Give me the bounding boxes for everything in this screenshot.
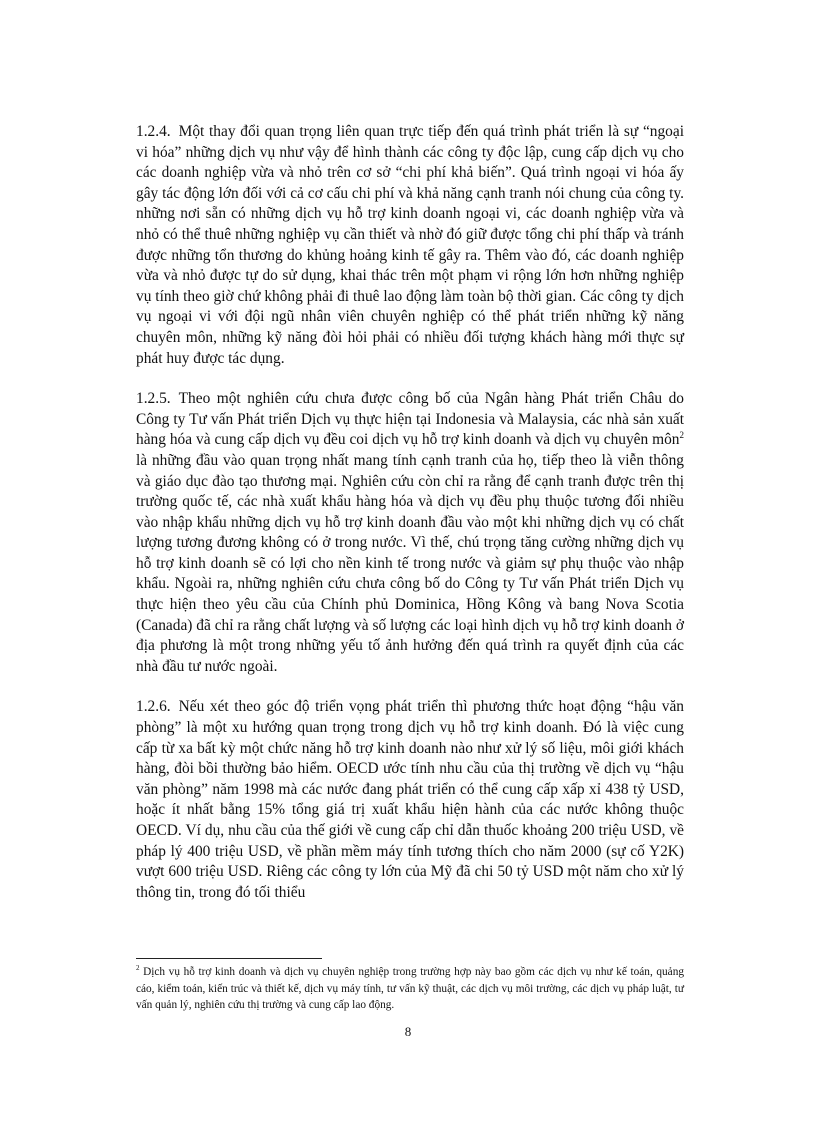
- footnote-divider: [136, 958, 322, 959]
- paragraph-1-2-6: [136, 697, 684, 903]
- footnote: [136, 964, 684, 1014]
- paragraph-text-after-ref: là những đầu vào quan trọng nhất mang tính cạnh tranh của họ, tiếp theo là viễn thông và giáo dục đào tạo thương mại. Nghiên cứu còn chỉ ra rằng để cạnh tranh được trên thị trường quốc tế, các nhà xuất khẩu hàng hóa và dịch vụ đều phụ thuộc tương đối nhiều vào nhập khẩu những dịch vụ hỗ trợ kinh doanh đầu vào một khi những dịch vụ có chất lượng tương đương không có ở trong nước. Vì thế, chú trọng tăng cường những dịch vụ hỗ trợ kinh doanh sẽ có lợi cho nền kinh tế trong nước và giảm sự phụ thuộc vào nhập khẩu. Ngoài ra, những nghiên cứu chưa công bố do Công ty Tư vấn Phát triển Dịch vụ thực hiện theo yêu cầu của Chính phủ Dominica, Hồng Kông và bang Nova Scotia (Canada) đã chỉ ra rằng chất lượng và số lượng các loại hình dịch vụ hỗ trợ kinh doanh ở địa phương là một trong những yếu tố ảnh hưởng đến quá trình ra quyết định của các nhà đầu tư nước ngoài.: [136, 451, 684, 675]
- paragraph-text-before-ref: Theo một nghiên cứu chưa được công bố của Ngân hàng Phát triển Châu do Công ty Tư vấn Phát triển Dịch vụ thực hiện tại Indonesia và Malaysia, các nhà sản xuất hàng hóa và cung cấp dịch vụ đều coi dịch vụ hỗ trợ kinh doanh và dịch vụ chuyên môn: [136, 390, 684, 449]
- section-number: 1.2.4.: [136, 123, 171, 140]
- paragraph-1-2-4: [136, 122, 684, 369]
- footnote-marker: 2: [136, 964, 140, 973]
- document-body: [136, 122, 684, 923]
- paragraph-1-2-5: [136, 389, 684, 677]
- page-number: 8: [404, 1024, 412, 1039]
- paragraph-text: Một thay đổi quan trọng liên quan trực tiếp đến quá trình phát triển là sự “ngoại vi hóa” những dịch vụ như vậy để hình thành các công ty độc lập, cung cấp dịch vụ cho các doanh nghiệp vừa và nhỏ trên cơ sở “chi phí khả biến”. Quá trình ngoại vi hóa ấy gây tác động lớn đối với cả cơ cấu chi phí và khả năng cạnh tranh nói chung của công ty. những nơi sẵn có những dịch vụ hỗ trợ kinh doanh ngoại vi, các doanh nghiệp vừa và nhỏ có thể thuê những nghiệp vụ cần thiết và nhờ đó giữ được tổng chi phí thấp và tránh được những tổn thương do khủng hoảng kinh tế gây ra. Thêm vào đó, các doanh nghiệp vừa và nhỏ được tự do sử dụng, khai thác trên một phạm vi rộng lớn hơn những nghiệp vụ tính theo giờ chứ không phải đi thuê lao động làm toàn bộ thời gian. Các công ty dịch vụ ngoại vi với đội ngũ nhân viên chuyên nghiệp có thể phát triển những kỹ năng chuyên môn, những kỹ năng đòi hỏi phải có nhiều đối tượng khách hàng mới thực sự phát huy được tác dụng.: [136, 123, 684, 367]
- footnote-reference[interactable]: 2: [679, 430, 684, 441]
- section-number: 1.2.6.: [136, 698, 171, 716]
- section-number: 1.2.5.: [136, 390, 171, 408]
- paragraph-text: Nếu xét theo góc độ triển vọng phát triển thì phương thức hoạt động “hậu văn phòng” là một xu hướng quan trọng trong dịch vụ hỗ trợ kinh doanh. Đó là việc cung cấp từ xa bất kỳ một chức năng hỗ trợ kinh doanh nào như xử lý số liệu, môi giới khách hàng, đòi bồi thường bảo hiểm. OECD ước tính nhu cầu của thị trường về dịch vụ “hậu văn phòng” năm 1998 mà các nước đang phát triển có thể cung cấp xấp xỉ 438 tỷ USD, hoặc ít nhất bằng 15% tổng giá trị xuất khẩu hiện hành của các nước không thuộc OECD. Ví dụ, nhu cầu của thế giới về cung cấp chỉ dẫn thuốc khoảng 200 triệu USD, về pháp lý 400 triệu USD, về phần mềm máy tính tương thích cho năm 2000 (sự cố Y2K) vượt 600 triệu USD. Riêng các công ty lớn của Mỹ đã chi 50 tỷ USD một năm cho xử lý thông tin, trong đó tối thiểu: [136, 698, 684, 901]
- footnote-text: Dịch vụ hỗ trợ kinh doanh và dịch vụ chuyên nghiệp trong trường hợp này bao gồm các dịch vụ như kế toán, quảng cáo, kiểm toán, kiến trúc và thiết kế, dịch vụ máy tính, tư vấn kỹ thuật, các dịch vụ môi trường, các dịch vụ pháp luật, tư vấn quản lý, nghiên cứu thị trường và cung cấp lao động.: [136, 966, 684, 1012]
